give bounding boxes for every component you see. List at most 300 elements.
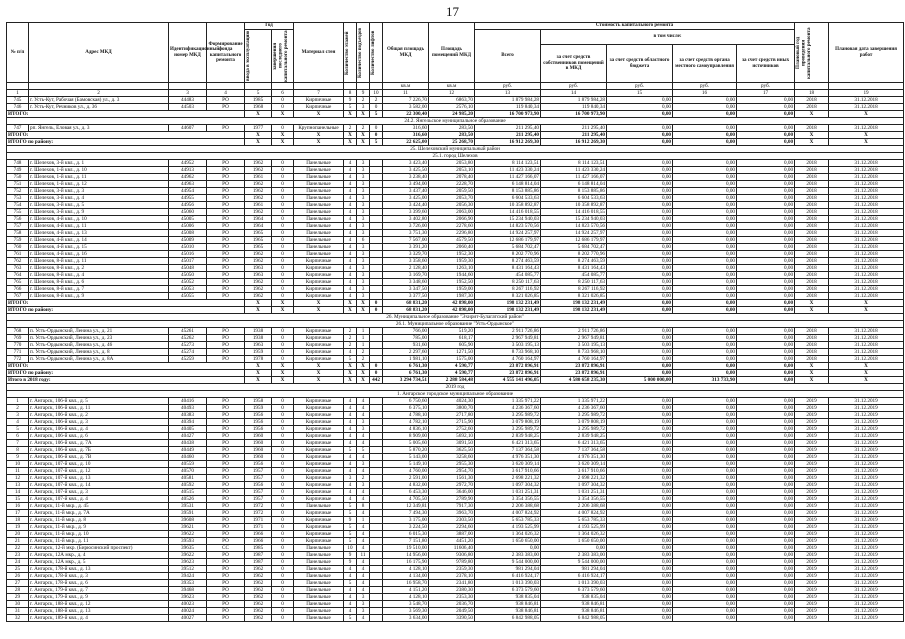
table-cell: 2 591,00 — [383, 475, 429, 482]
total-cell: X — [344, 300, 357, 307]
table-cell: 1962 — [245, 566, 272, 573]
table-cell: 0,00 — [607, 293, 673, 300]
total-row — [7, 307, 904, 314]
table-cell: 4024,30 — [429, 398, 475, 405]
unit-cell — [29, 83, 169, 90]
table-cell: 5 — [344, 510, 357, 517]
unit-cell: руб. — [541, 83, 607, 90]
table-cell: 31.12.2019 — [829, 545, 904, 552]
table-cell: 6863,70 — [429, 97, 475, 104]
table-cell: 3 — [357, 279, 370, 286]
table-cell: 2018 — [795, 237, 829, 244]
table-cell: 1956 — [245, 419, 272, 426]
table-cell: г. Ангарск, 107-й квл., д. 4 — [29, 496, 169, 503]
table-cell: 0,00 — [673, 160, 737, 167]
table-cell: 2019 — [795, 587, 829, 594]
table-cell: 3 620 309,14 — [541, 461, 607, 468]
table-cell: РО — [207, 265, 245, 272]
section-title: 25. Шелеховский муниципальный район — [7, 146, 904, 153]
table-cell: 1987,30 — [429, 293, 475, 300]
table-cell: 8 431 164,43 — [475, 265, 541, 272]
table-cell: 3 — [357, 258, 370, 265]
table-cell: 44913 — [169, 167, 207, 174]
table-cell: Кирпичные — [294, 398, 344, 405]
table-cell: 40592 — [169, 482, 207, 489]
table-cell: 0,00 — [673, 615, 737, 622]
table-cell: 44503 — [169, 104, 207, 111]
table-cell: 768 — [7, 328, 29, 335]
table-cell: 2 — [344, 335, 357, 342]
table-cell: 6 015,30 — [383, 531, 429, 538]
table-cell: 31.12.2019 — [829, 468, 904, 475]
table-cell: 31.12.2018 — [829, 335, 904, 342]
table-row — [7, 489, 904, 496]
table-cell: 7 151,80 — [383, 538, 429, 545]
table-row — [7, 279, 904, 286]
table-cell: 4 760 164,97 — [475, 356, 541, 363]
total-cell: 4 590,77 — [429, 363, 475, 370]
table-cell: 0,00 — [673, 587, 737, 594]
table-cell: 2717,80 — [429, 412, 475, 419]
table-cell: 4 — [357, 440, 370, 447]
table-cell: 4 — [357, 538, 370, 545]
table-cell: 0,00 — [737, 426, 795, 433]
table-cell: 40023 — [169, 601, 207, 608]
table-cell: 0,00 — [673, 608, 737, 615]
total-cell: 42 898,00 — [429, 300, 475, 307]
table-row — [7, 237, 904, 244]
table-cell: 765 — [7, 279, 29, 286]
total-row — [7, 139, 904, 146]
table-cell: 1959,00 — [429, 286, 475, 293]
table-cell: 4 782,10 — [383, 419, 429, 426]
total-cell: 0,00 — [737, 363, 795, 370]
table-cell: РО — [207, 223, 245, 230]
table-cell: 0,00 — [673, 342, 737, 349]
table-cell: 758 — [7, 230, 29, 237]
table-cell: 2018 — [795, 328, 829, 335]
table-cell: 0 — [272, 405, 294, 412]
table-cell: Кирпичные — [294, 447, 344, 454]
unit-cell — [169, 83, 207, 90]
total-cell: X — [294, 300, 344, 307]
table-cell: 3 569,30 — [383, 608, 429, 615]
table-cell: 2018 — [795, 342, 829, 349]
table-cell: 1 — [357, 328, 370, 335]
table-cell: 2018 — [795, 230, 829, 237]
table-cell: 45274 — [169, 349, 207, 356]
table-cell: 0 — [272, 573, 294, 580]
table-cell: 8 114 123,51 — [475, 160, 541, 167]
table-cell: 0 — [272, 503, 294, 510]
table-cell: 4 — [344, 489, 357, 496]
table-cell: 6 373 579,60 — [541, 587, 607, 594]
table-cell: 2 — [357, 356, 370, 363]
table-cell: 3 — [357, 426, 370, 433]
table-cell: 1957 — [245, 468, 272, 475]
column-number-cell: 6 — [272, 90, 294, 97]
table-cell — [370, 559, 383, 566]
table-row — [7, 412, 904, 419]
total-cell: X — [272, 132, 294, 139]
table-cell: 2066,90 — [429, 216, 475, 223]
table-cell: 0,00 — [673, 440, 737, 447]
table-cell: 0 — [272, 587, 294, 594]
total-row — [7, 111, 904, 118]
table-cell: 31.12.2018 — [829, 293, 904, 300]
table-cell: 44955 — [169, 195, 207, 202]
table-cell: 2018 — [795, 258, 829, 265]
total-cell: X — [272, 300, 294, 307]
table-cell: 4 — [357, 398, 370, 405]
unit-cell: кв.м — [429, 83, 475, 90]
table-cell: 0,00 — [607, 496, 673, 503]
table-cell: 5 — [344, 531, 357, 538]
table-cell: РО — [207, 608, 245, 615]
total-cell: 6 761,30 — [383, 363, 429, 370]
table-cell: 6 604 533,63 — [475, 195, 541, 202]
table-row — [7, 125, 904, 132]
table-cell: 0,00 — [607, 202, 673, 209]
total-cell: X — [245, 139, 272, 146]
total-cell: X — [829, 139, 904, 146]
table-cell: 764 — [7, 272, 29, 279]
table-cell: 31.12.2018 — [829, 356, 904, 363]
table-cell: РО — [207, 461, 245, 468]
total-cell: 24 985,20 — [429, 111, 475, 118]
table-cell: 0,00 — [673, 524, 737, 531]
table-cell — [370, 482, 383, 489]
total-cell: 0,00 — [673, 363, 737, 370]
table-cell: 0,00 — [607, 426, 673, 433]
table-cell: 6 750,60 — [383, 398, 429, 405]
table-cell: 4 — [344, 223, 357, 230]
table-cell: 2019 — [795, 510, 829, 517]
table-cell: 1938 — [245, 328, 272, 335]
section-title: 25.1. город Шелехов — [7, 153, 904, 160]
table-row — [7, 503, 904, 510]
table-cell: 16 958,70 — [383, 580, 429, 587]
table-cell: РО — [207, 433, 245, 440]
table-cell: 0 — [272, 440, 294, 447]
table-cell: 31.12.2019 — [829, 608, 904, 615]
table-cell: 1971 — [245, 524, 272, 531]
table-cell: 12 686 179,97 — [475, 237, 541, 244]
table-cell: 2359,30 — [429, 566, 475, 573]
total-cell: 22 300,40 — [383, 111, 429, 118]
table-cell: 31.12.2019 — [829, 601, 904, 608]
table-cell: 31.12.2018 — [829, 167, 904, 174]
table-cell: 39512 — [169, 566, 207, 573]
table-cell: 5 — [344, 580, 357, 587]
table-cell: 40515 — [169, 489, 207, 496]
table-cell: 0,00 — [737, 216, 795, 223]
table-cell: 0 — [272, 489, 294, 496]
table-cell: 8 250 117,63 — [541, 279, 607, 286]
table-cell: 1957 — [245, 496, 272, 503]
total-cell: 0,00 — [673, 370, 737, 377]
table-cell: 8 733 968,10 — [541, 349, 607, 356]
table-cell: 1 — [357, 342, 370, 349]
table-cell: 0,00 — [673, 461, 737, 468]
total-label: ИТОГО: — [7, 111, 245, 118]
table-cell: 4 — [357, 468, 370, 475]
total-cell: 23 872 896,91 — [541, 363, 607, 370]
table-cell: 1 — [357, 335, 370, 342]
total-row — [7, 300, 904, 307]
table-cell: 9 544 000,00 — [541, 559, 607, 566]
table-cell: 31.12.2019 — [829, 405, 904, 412]
table-cell: 8 733 968,10 — [475, 349, 541, 356]
table-row — [7, 447, 904, 454]
table-cell: г. Ангарск, 12А мкр., д. 4 — [29, 552, 169, 559]
table-cell: 40427 — [169, 433, 207, 440]
table-row — [7, 482, 904, 489]
total-cell: X — [245, 132, 272, 139]
table-cell: 2018 — [795, 104, 829, 111]
table-cell: 0,00 — [673, 405, 737, 412]
table-cell: 31.12.2019 — [829, 475, 904, 482]
table-cell: Панельные — [294, 167, 344, 174]
table-cell: РО — [207, 447, 245, 454]
table-cell: 4 — [357, 545, 370, 552]
table-cell: 1956 — [245, 482, 272, 489]
table-cell: 0 — [272, 419, 294, 426]
table-cell: 1 335 971,22 — [475, 398, 541, 405]
table-cell: Кирпичные — [294, 349, 344, 356]
table-cell: РО — [207, 279, 245, 286]
table-cell: 0,00 — [673, 174, 737, 181]
total-cell: 0 — [370, 300, 383, 307]
unit-cell — [829, 83, 904, 90]
table-cell: 0,00 — [737, 538, 795, 545]
table-cell: 31.12.2019 — [829, 489, 904, 496]
unit-cell: руб. — [607, 83, 673, 90]
table-cell: 3 — [357, 419, 370, 426]
total-cell: 0,00 — [673, 300, 737, 307]
table-cell: 0 — [272, 538, 294, 545]
table-cell: 7 567,00 — [383, 237, 429, 244]
total-cell: X — [294, 139, 344, 146]
table-cell: 6 — [357, 237, 370, 244]
table-row — [7, 524, 904, 531]
table-cell: 1977 — [245, 125, 272, 132]
total-cell: X — [829, 307, 904, 314]
table-cell: 0,00 — [607, 475, 673, 482]
table-cell: 0 — [272, 265, 294, 272]
table-cell: г. Шелехов, 3-й квл., д. 5 — [29, 202, 169, 209]
table-cell: 2019 — [795, 573, 829, 580]
table-cell: 5 653 785,33 — [541, 517, 607, 524]
table-cell: Кирпичные — [294, 286, 344, 293]
table-cell — [370, 293, 383, 300]
total-cell: X — [357, 139, 370, 146]
table-cell: 31.12.2018 — [829, 209, 904, 216]
table-cell: РО — [207, 426, 245, 433]
table-cell: 3 348,60 — [383, 279, 429, 286]
table-cell: 3887,00 — [429, 531, 475, 538]
table-cell: 1962 — [245, 615, 272, 622]
table-cell: г. Шелехов, 4-й квл., д. 14 — [29, 237, 169, 244]
table-cell: 6 — [7, 433, 29, 440]
table-cell: п. Усть-Ордынский, Ленина ул., д. 46 — [29, 342, 169, 349]
total-cell: 0 — [370, 363, 383, 370]
table-cell: 10 358 892,87 — [475, 202, 541, 209]
table-cell: 31.12.2018 — [829, 237, 904, 244]
table-cell: 0,00 — [673, 433, 737, 440]
table-cell: 0,00 — [737, 587, 795, 594]
table-cell: 0,00 — [737, 412, 795, 419]
header-other: за счет средств иных источников — [737, 45, 795, 83]
table-cell: 0,00 — [673, 216, 737, 223]
total-cell: X — [357, 363, 370, 370]
table-cell — [370, 531, 383, 538]
table-cell: 4 — [357, 531, 370, 538]
table-cell: 45259 — [169, 356, 207, 363]
table-cell: 0,00 — [737, 552, 795, 559]
table-cell: РО — [207, 230, 245, 237]
table-cell: Кирпичные — [294, 258, 344, 265]
table-cell: 0,00 — [673, 454, 737, 461]
table-cell: Панельные — [294, 216, 344, 223]
table-cell: 0,00 — [673, 349, 737, 356]
table-cell: 4 — [357, 405, 370, 412]
table-cell: 3 726,00 — [383, 223, 429, 230]
table-cell: 31.12.2018 — [829, 342, 904, 349]
table-cell: 0,00 — [737, 167, 795, 174]
header-address: Адрес МКД — [29, 23, 169, 83]
table-cell: 32 — [7, 615, 29, 622]
table-cell: 3 — [357, 251, 370, 258]
table-cell: 0,00 — [607, 440, 673, 447]
table-body — [7, 97, 904, 622]
table-cell: г. Ангарск, 12А мкр., д. 5 — [29, 559, 169, 566]
table-cell: 14 416 018,55 — [475, 209, 541, 216]
table-cell: 31.12.2019 — [829, 559, 904, 566]
table-cell: 4 — [357, 412, 370, 419]
table-cell: 0 — [272, 286, 294, 293]
table-cell: 31.12.2019 — [829, 503, 904, 510]
table-cell: 4 007 824,92 — [475, 510, 541, 517]
table-cell: 45006 — [169, 223, 207, 230]
table-cell: 2296,80 — [429, 230, 475, 237]
total-cell: 0,00 — [737, 377, 795, 384]
table-cell: 31.12.2018 — [829, 223, 904, 230]
table-cell: РО — [207, 272, 245, 279]
table-cell: г. Ангарск, 179-й квл., д. 7 — [29, 587, 169, 594]
table-cell: 0,00 — [737, 265, 795, 272]
table-row — [7, 244, 904, 251]
table-cell: 3 — [357, 244, 370, 251]
table-cell: 0,00 — [673, 279, 737, 286]
total-label: Итого в 2018 году: — [7, 377, 245, 384]
table-cell: 31.12.2018 — [829, 251, 904, 258]
total-cell: 0,00 — [673, 307, 737, 314]
table-cell: г. Ангарск, 11-й мкр., д. 8 — [29, 517, 169, 524]
table-cell: 31.12.2018 — [829, 265, 904, 272]
total-cell: X — [272, 139, 294, 146]
total-cell: X — [795, 363, 829, 370]
table-cell: 766,00 — [383, 328, 429, 335]
table-cell: 2 — [370, 97, 383, 104]
total-cell: X — [294, 377, 344, 384]
table-cell: 4 — [357, 566, 370, 573]
table-cell: 0,00 — [607, 258, 673, 265]
table-cell — [370, 216, 383, 223]
table-cell: 0,00 — [607, 342, 673, 349]
table-row — [7, 265, 904, 272]
table-cell: 2019 — [795, 559, 829, 566]
table-cell: 4 — [357, 496, 370, 503]
total-cell: X — [245, 363, 272, 370]
table-cell: 2018 — [795, 356, 829, 363]
table-cell: 761 — [7, 251, 29, 258]
table-cell: 26 — [7, 573, 29, 580]
table-cell: 0 — [272, 279, 294, 286]
table-cell: г. Ангарск, 178-й квл., д. 6 — [29, 580, 169, 587]
table-cell: 6 373 579,60 — [475, 587, 541, 594]
table-cell: 760 — [7, 244, 29, 251]
table-cell: Кирпичные — [294, 517, 344, 524]
table-cell: 2752,60 — [429, 426, 475, 433]
table-cell: РО — [207, 398, 245, 405]
table-cell: 3 503 195,13 — [475, 342, 541, 349]
table-cell — [370, 566, 383, 573]
table-cell: 3 — [357, 174, 370, 181]
table-cell: РО — [207, 454, 245, 461]
total-cell: X — [245, 307, 272, 314]
table-cell — [370, 412, 383, 419]
table-cell: 30 — [7, 601, 29, 608]
table-cell: 2018 — [795, 195, 829, 202]
table-cell: 3 295 989,72 — [541, 412, 607, 419]
table-cell: 2078,40 — [429, 174, 475, 181]
unit-cell: руб. — [673, 83, 737, 90]
table-cell: 45017 — [169, 258, 207, 265]
table-cell: 4 — [344, 279, 357, 286]
table-cell: 0,00 — [673, 419, 737, 426]
table-cell: 2019 — [795, 503, 829, 510]
table-cell: 17 — [7, 510, 29, 517]
total-cell: 0,00 — [607, 111, 673, 118]
table-cell: 8 267 116,92 — [541, 286, 607, 293]
table-cell: 0,00 — [737, 433, 795, 440]
table-cell — [370, 160, 383, 167]
table-cell: 3 — [357, 594, 370, 601]
table-cell: РО — [207, 587, 245, 594]
total-cell: 442 — [370, 377, 383, 384]
table-cell: 31.12.2018 — [829, 349, 904, 356]
table-cell: 23 — [7, 552, 29, 559]
table-cell: 4 193 525,99 — [541, 524, 607, 531]
table-cell: РО — [207, 209, 245, 216]
total-cell: 0,00 — [607, 370, 673, 377]
table-row — [7, 202, 904, 209]
table-cell: 1971 — [245, 517, 272, 524]
table-row — [7, 160, 904, 167]
total-cell: 2 288 584,48 — [429, 377, 475, 384]
table-cell: 4 — [344, 160, 357, 167]
table-cell: г. Шелехов, 4-й квл., д. 16 — [29, 251, 169, 258]
table-cell: 2 — [344, 342, 357, 349]
table-cell: 45008 — [169, 230, 207, 237]
table-cell: РО — [207, 531, 245, 538]
table-cell: 0,00 — [673, 601, 737, 608]
table-cell: 16 175,90 — [383, 559, 429, 566]
section-title: 1. Ангарское городское муниципальное образование — [7, 391, 904, 398]
table-cell: г. Ангарск, 11-й мкр., д. 7А — [29, 510, 169, 517]
table-cell: 0,00 — [737, 566, 795, 573]
